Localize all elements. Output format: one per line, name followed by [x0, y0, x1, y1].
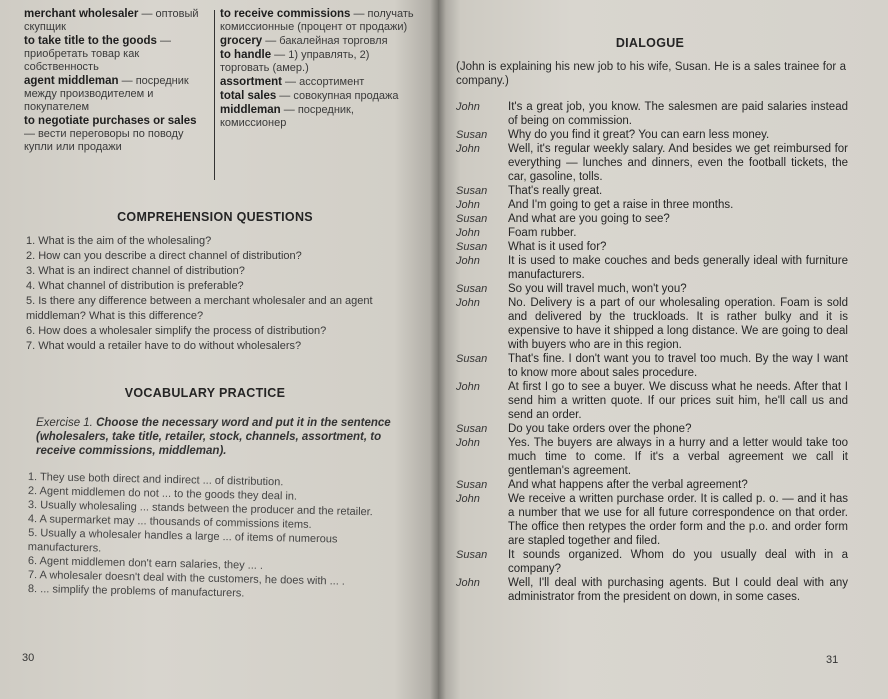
question-item: 1. What is the aim of the wholesaling?	[26, 235, 212, 247]
comprehension-title: COMPREHENSION QUESTIONS	[117, 210, 313, 224]
exercise-instructions	[36, 416, 406, 458]
glossary-term: middleman	[220, 104, 281, 116]
glossary-term: to receive commissions	[220, 8, 351, 20]
speaker-name: Susan	[456, 353, 488, 365]
exercise-text: Choose the necessary word and put it in the sentence (wholesalers, take title, retailer, stock, channels, assortment, to receive commissions, middleman).	[36, 417, 391, 457]
dialogue-line	[456, 142, 848, 184]
speaker-name: John	[456, 101, 480, 113]
speaker-text: Why do you find it great? You can earn less money.	[508, 129, 770, 141]
speaker-text: Well, I'll deal with purchasing agents. But I could deal with any administrator from the president on down, in some cases.	[508, 577, 848, 603]
glossary-entry	[24, 8, 209, 34]
dialogue-line	[456, 576, 848, 604]
speaker-name: John	[456, 381, 480, 393]
speaker-text: Foam rubber.	[508, 227, 577, 239]
dialogue-line	[456, 436, 848, 478]
exercise-item: 8. ... simplify the problems of manufacturers.	[27, 583, 245, 600]
dialogue-line	[456, 352, 848, 380]
left-page	[0, 0, 438, 699]
vocabulary-title: VOCABULARY PRACTICE	[124, 386, 286, 400]
glossary-translation: — ассортимент	[282, 76, 365, 88]
exercise-items	[27, 470, 408, 600]
dialogue-line	[456, 226, 848, 240]
exercise-item: 6. Agent middlemen don't earn salaries, they ... .	[27, 555, 264, 572]
question-item: 4. What channel of distribution is preferable?	[26, 280, 244, 292]
question-item: 3. What is an indirect channel of distribution?	[26, 265, 245, 277]
glossary-column-2	[220, 8, 416, 131]
glossary-translation: — 1) управлять, 2) торговать (амер.)	[220, 49, 370, 74]
dialogue-line	[456, 492, 848, 548]
dialogue-line	[456, 198, 848, 212]
glossary-term: grocery	[220, 35, 263, 47]
glossary-translation: — бакалейная торговля	[262, 35, 388, 47]
speaker-name: Susan	[456, 549, 488, 561]
glossary-translation: — вести переговоры по поводу купли или продажи	[24, 128, 184, 153]
speaker-name: John	[456, 493, 480, 505]
speaker-name: Susan	[456, 423, 488, 435]
speaker-name: John	[456, 577, 480, 589]
dialogue-line	[456, 240, 848, 254]
speaker-name: Susan	[456, 241, 488, 253]
speaker-name: John	[456, 227, 480, 239]
speaker-text: It's a great job, you know. The salesmen are paid salaries instead of being on commission.	[508, 101, 848, 127]
speaker-name: John	[456, 143, 480, 155]
speaker-text: Well, it's regular weekly salary. And besides we get reimbursed for everything — lunches and dinners, even the football tickets, the car, gasoline, tolls.	[508, 143, 848, 183]
speaker-name: Susan	[456, 479, 488, 491]
glossary-term: to negotiate purchases or sales	[24, 115, 197, 127]
glossary-translation: — получать комиссионные (процент от продажи)	[220, 8, 414, 33]
speaker-name: Susan	[456, 185, 488, 197]
exercise-item: 4. A supermarket may ... thousands of commissions items.	[27, 513, 312, 531]
glossary-entry	[220, 8, 416, 34]
exercise-item: 2. Agent middlemen do not ... to the goods they deal in.	[27, 485, 298, 503]
speaker-name: John	[456, 437, 480, 449]
dialogue-line	[456, 422, 848, 436]
speaker-text: What is it used for?	[508, 241, 607, 253]
speaker-name: Susan	[456, 283, 488, 295]
glossary-divider	[214, 10, 215, 180]
dialogue-line	[456, 128, 848, 142]
dialogue-line	[456, 380, 848, 422]
dialogue-line	[456, 548, 848, 576]
exercise-item: 1. They use both direct and indirect ... of distribution.	[27, 471, 284, 489]
question-item: 7. What would a retailer have to do without wholesalers?	[26, 340, 302, 352]
speaker-text: That's fine. I don't want you to travel too much. By the way I want to know more about sales procedure.	[508, 353, 848, 379]
glossary-column-1	[24, 8, 209, 155]
speaker-name: John	[456, 297, 480, 309]
dialogue-line	[456, 100, 848, 128]
glossary-translation: — посредник между производителем и покупателем	[24, 75, 189, 113]
question-item: 2. How can you describe a direct channel of distribution?	[26, 250, 302, 262]
exercise-label: Exercise 1.	[36, 417, 93, 429]
glossary-term: total sales	[220, 90, 277, 102]
speaker-text: Yes. The buyers are always in a hurry and a letter would take too much time to come. If it's a verbal agreement we call it gentleman's agreement.	[508, 437, 848, 477]
dialogue-body	[456, 100, 848, 604]
dialogue-line	[456, 478, 848, 492]
glossary-entry	[220, 49, 416, 75]
dialogue-line	[456, 254, 848, 282]
book-gutter	[430, 0, 446, 699]
speaker-text: It is used to make couches and beds generally ideal with furniture manufacturers.	[508, 255, 848, 281]
exercise-item: 7. A wholesaler doesn't deal with the customers, he does with ... .	[27, 569, 346, 588]
glossary-entry	[24, 75, 209, 114]
question-item: 6. How does a wholesaler simplify the process of distribution?	[26, 325, 327, 337]
glossary-term: to handle	[220, 49, 272, 61]
question-item: 5. Is there any difference between a merchant wholesaler and an agent middleman? What is this difference?	[26, 295, 373, 322]
speaker-text: That's really great.	[508, 185, 603, 197]
glossary-translation: — совокупная продажа	[276, 90, 399, 102]
exercise-item: 3. Usually wholesaling ... stands between the producer and the retailer.	[27, 499, 373, 519]
dialogue-line	[456, 212, 848, 226]
speaker-name: Susan	[456, 129, 488, 141]
glossary-term: agent middleman	[24, 75, 119, 87]
left-page-number: 30	[22, 652, 35, 664]
speaker-text: And I'm going to get a raise in three months.	[508, 199, 734, 211]
glossary-entry	[220, 76, 416, 89]
speaker-name: John	[456, 255, 480, 267]
dialogue-line	[456, 184, 848, 198]
speaker-text: And what happens after the verbal agreement?	[508, 479, 748, 491]
glossary-term: merchant wholesaler	[24, 8, 139, 20]
exercise-item: 5. Usually a wholesaler handles a large ... of items of numerous manufacturers.	[27, 527, 338, 555]
glossary-term: to take title to the goods	[24, 35, 157, 47]
glossary-entry	[220, 104, 416, 130]
dialogue-line	[456, 296, 848, 352]
comprehension-questions	[26, 234, 416, 354]
glossary-translation: — оптовый скупщик	[24, 8, 199, 33]
speaker-text: At first I go to see a buyer. We discuss what he needs. After that I send him a written quote. If our prices suit him, he'll call us and send an order.	[508, 381, 848, 421]
dialogue-title: DIALOGUE	[615, 36, 685, 50]
speaker-text: Do you take orders over the phone?	[508, 423, 692, 435]
glossary-entry	[220, 90, 416, 103]
right-page-number: 31	[826, 654, 839, 666]
glossary-entry	[220, 35, 416, 48]
speaker-text: It sounds organized. Whom do you usually deal with in a company?	[508, 549, 848, 575]
speaker-name: Susan	[456, 213, 488, 225]
speaker-text: No. Delivery is a part of our wholesaling operation. Foam is sold and delivered by the truckloads. It is rather bulky and it is expensive to have it shipped a long distance. We are going to deal with buyers who are in this region.	[508, 297, 848, 351]
speaker-text: So you will travel much, won't you?	[508, 283, 687, 295]
glossary-entry	[24, 115, 209, 154]
speaker-text: And what are you going to see?	[508, 213, 670, 225]
glossary-entry	[24, 35, 209, 74]
glossary-translation: — посредник, комиссионер	[220, 104, 354, 129]
speaker-name: John	[456, 199, 480, 211]
speaker-text: We receive a written purchase order. It is called p. o. — and it has a number that we use for all future correspondence on that order. The office then retypes the order form and the p.o. and order form are stapled together and filed.	[508, 493, 848, 547]
dialogue-line	[456, 282, 848, 296]
dialogue-intro: (John is explaining his new job to his wife, Susan. He is a sales trainee for a company.)	[456, 61, 846, 87]
glossary-term: assortment	[220, 76, 282, 88]
glossary-translation: — приобретать товар как собственность	[24, 35, 171, 73]
